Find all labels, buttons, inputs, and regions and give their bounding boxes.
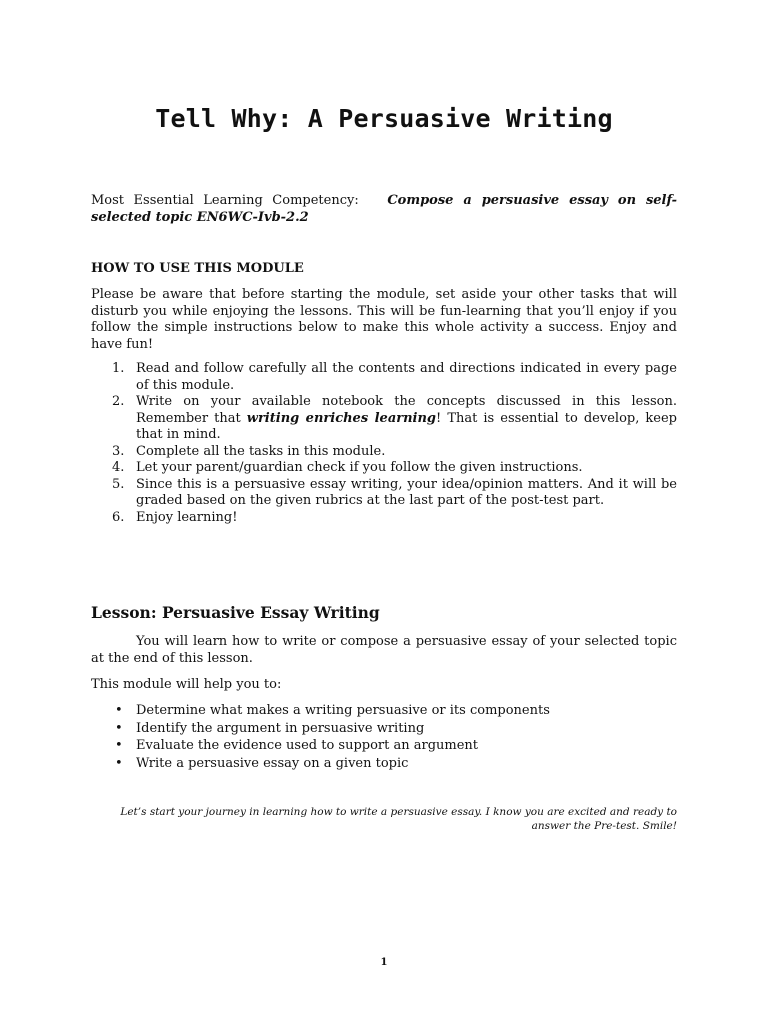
- instruction-item: [91, 394, 677, 444]
- objective-text: Write a persuasive essay on a given topic: [136, 755, 409, 771]
- instruction-text: Let your parent/guardian check if you follow the given instructions.: [136, 460, 583, 475]
- instruction-number: 5.: [112, 476, 125, 492]
- instruction-item: [91, 460, 677, 477]
- bullet-icon: •: [115, 720, 123, 736]
- instruction-number: 3.: [112, 443, 125, 459]
- howto-heading: HOW TO USE THIS MODULE: [91, 261, 304, 276]
- closing-message: Let’s start your journey in learning how to write a persuasive essay. I know you are excited and ready to answer the Pre-test. Smile!: [120, 806, 677, 832]
- instruction-item: [91, 444, 677, 461]
- objective-item: [91, 720, 677, 738]
- instruction-text-start: Write on your available notebook the concepts discussed in this lesson. Remember that: [136, 394, 677, 426]
- lesson-heading: Lesson: Persuasive Essay Writing: [91, 603, 380, 622]
- howto-intro: Please be aware that before starting the module, set aside your other tasks that will disturb you while enjoying the lessons. This will be fun-learning that you’ll enjoy if you follow the simple instructions below to make this whole activity a success. Enjoy and have fun!: [91, 287, 677, 352]
- instruction-text: Enjoy learning!: [136, 509, 238, 525]
- lesson-intro: You will learn how to write or compose a persuasive essay of your selected topic at the end of this lesson.: [91, 634, 677, 666]
- competency-label: Most Essential Learning Competency:: [91, 193, 359, 208]
- objectives-list: [91, 702, 677, 772]
- objective-item: [91, 755, 677, 773]
- instruction-text: Complete all the tasks in this module.: [136, 443, 386, 459]
- module-help-label: This module will help you to:: [91, 677, 282, 692]
- instruction-item: [91, 510, 677, 527]
- instruction-text-end: ! That is essential to develop, keep that in mind.: [136, 410, 677, 442]
- page-number: 1: [380, 957, 388, 968]
- instruction-number: 2.: [112, 394, 125, 409]
- objective-item: [91, 737, 677, 755]
- objective-text: Identify the argument in persuasive writing: [136, 720, 425, 736]
- instruction-emphasis: writing enriches learning: [246, 410, 437, 426]
- bullet-icon: •: [115, 703, 123, 718]
- instruction-number: 4.: [112, 460, 125, 475]
- instruction-text: Since this is a persuasive essay writing, your idea/opinion matters. And it will be graded based on the given rubrics at the last part of the post-test part.: [136, 476, 677, 508]
- competency-text: Compose a persuasive essay on self-selected topic EN6WC-Ivb-2.2: [91, 193, 677, 225]
- objective-text: Evaluate the evidence used to support an argument: [136, 738, 479, 753]
- bullet-icon: •: [115, 755, 123, 771]
- objective-item: [91, 702, 677, 720]
- instruction-item: [91, 477, 677, 510]
- page-title: Tell Why: A Persuasive Writing: [155, 104, 613, 133]
- objective-text: Determine what makes a writing persuasive or its components: [136, 703, 550, 718]
- instruction-text: Read and follow carefully all the contents and directions indicated in every page of this module.: [136, 361, 677, 393]
- learning-competency: [91, 193, 677, 226]
- bullet-icon: •: [115, 738, 123, 753]
- instruction-number: 6.: [112, 509, 125, 525]
- instruction-item: [91, 361, 677, 394]
- instruction-number: 1.: [112, 361, 125, 376]
- instruction-list: [91, 361, 677, 526]
